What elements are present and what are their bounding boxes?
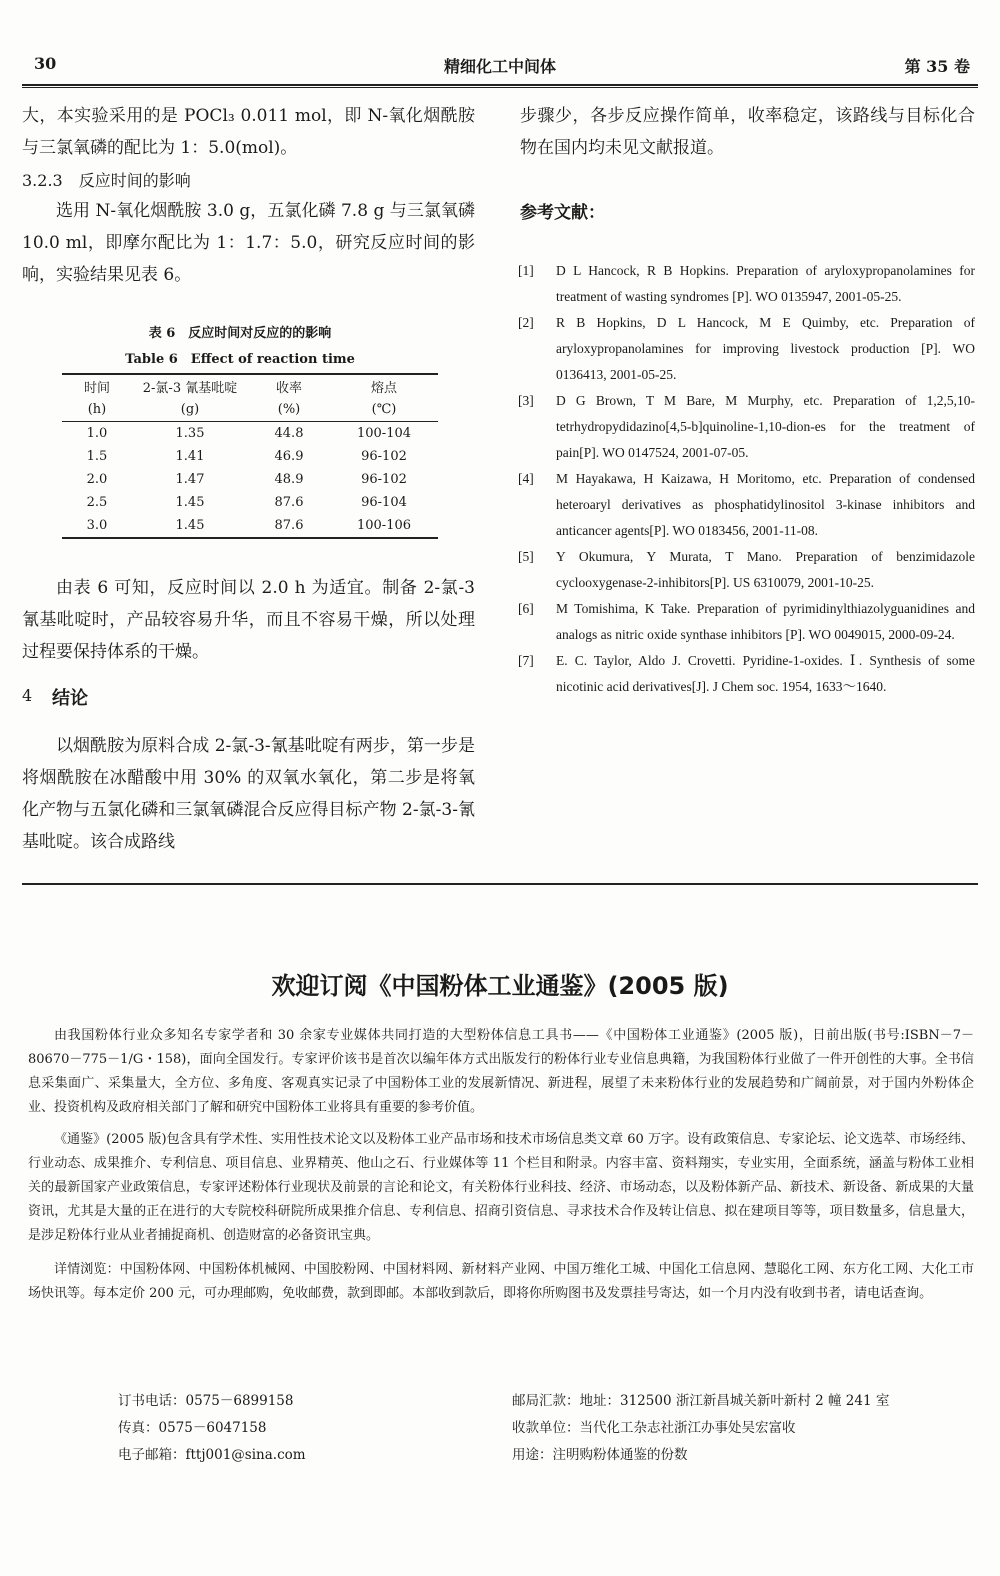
left-para-3: 由表 6 可知，反应时间以 2.0 h 为适宜。制备 2-氯-3 氰基吡啶时，产品较容易升华，而且不容易干燥，所以处理过程要保持体系的干燥。 — [22, 578, 475, 662]
cell-product: 1.47 — [175, 472, 205, 487]
header-rule-thin — [22, 87, 978, 88]
reference-item — [518, 388, 975, 466]
cell-yield: 46.9 — [274, 449, 304, 464]
left-para-1: 大，本实验采用的是 POCl₃ 0.011 mol，即 N-氧化烟酰胺与三氯氧磷的配比为 1：5.0(mol)。 — [22, 106, 475, 158]
table-header-row — [62, 374, 438, 398]
email-address: 电子邮箱：fttj001@sina.com — [118, 1447, 306, 1463]
th-mp: 熔点 — [330, 374, 438, 398]
cell-product: 1.45 — [132, 514, 248, 538]
cell-yield: 48.9 — [274, 472, 304, 487]
volume-label: 第 35 卷 — [904, 57, 970, 76]
cell-time: 1.0 — [86, 426, 108, 441]
table-row — [62, 445, 438, 468]
section-separator — [22, 883, 978, 885]
cell-product: 1.35 — [175, 426, 205, 441]
cell-mp: 96-102 — [361, 472, 407, 487]
ref-text: M Hayakawa, H Kaizawa, H Moritomo, etc. Preparation of condensed heteroaryl derivatives as phosphatidylinositol 3-kinase inhibitors and anticancer agents[P]. WO 0183456, 2001-11-08. — [556, 471, 975, 538]
cell-time: 3.0 — [62, 514, 132, 538]
reference-item — [518, 310, 975, 388]
cell-product: 1.45 — [175, 495, 205, 510]
header-rule — [22, 84, 978, 86]
ref-text: M Tomishima, K Take. Preparation of pyrimidinylthiazolyguanidines and analogs as nitric oxide synthase inhibitors [P]. WO 0049015, 2000-09-24. — [556, 601, 975, 642]
ref-number: [5] — [518, 549, 534, 564]
ref-number: [7] — [518, 653, 534, 668]
ref-number: [2] — [518, 315, 534, 330]
postal-remittance: 邮局汇款：地址：312500 浙江新昌城关新叶新村 2 幢 241 室 — [512, 1393, 890, 1409]
left-para-4: 以烟酰胺为原料合成 2-氯-3-氰基吡啶有两步，第一步是将烟酰胺在冰醋酸中用 30% 的双氧水氧化，第二步是将氧化产物与五氯化磷和三氯氧磷混合反应得目标产物 2-氯-3-氰基吡啶。该合成路线 — [22, 736, 475, 852]
reference-item — [518, 544, 975, 596]
order-phone: 订书电话：0575－6899158 — [118, 1393, 294, 1409]
ad-paragraph-3: 详情浏览：中国粉体网、中国粉体机械网、中国胶粉网、中国材料网、新材料产业网、中国万维化工城、中国化工信息网、慧聪化工网、东方化工网、大化工市场快讯等。每本定价 200 元，可办理邮购，免收邮费，款到即邮。本部收到款后，即将你所购图书及发票挂号寄达，如一个月内没有收到书者，请电话查询。 — [28, 1262, 974, 1301]
reference-item — [518, 466, 975, 544]
payment-purpose: 用途：注明购粉体通鉴的份数 — [512, 1447, 688, 1463]
th-time: 时间 — [62, 374, 132, 398]
cell-time: 2.5 — [86, 495, 108, 510]
table-row — [62, 514, 438, 538]
ref-text: E. C. Taylor, Aldo J. Crovetti. Pyridine-1-oxides. Ⅰ. Synthesis of some nicotinic acid derivatives[J]. J Chem soc. 1954, 1633～1640. — [556, 653, 975, 694]
reference-item — [518, 258, 975, 310]
table-caption-en: Table 6 Effect of reaction time — [125, 352, 355, 367]
contact-left — [118, 1388, 478, 1469]
ref-text: D L Hancock, R B Hopkins. Preparation of aryloxypropanolamines for treatment of wasting syndromes [P]. WO 0135947, 2001-05-25. — [556, 263, 975, 304]
fax-number: 传真：0575－6047158 — [118, 1420, 267, 1436]
section-4-title: 结论 — [52, 688, 88, 709]
ref-number: [3] — [518, 393, 534, 408]
cell-yield: 44.8 — [274, 426, 304, 441]
table-row — [62, 468, 438, 491]
cell-yield: 87.6 — [274, 495, 304, 510]
section-3-2-3-heading: 3.2.3 反应时间的影响 — [22, 171, 191, 190]
ref-text: Y Okumura, Y Murata, T Mano. Preparation of benzimidazole cyclooxygenase-2-inhibitors[P]. US 6310079, 2001-10-25. — [556, 549, 975, 590]
ad-paragraph-2: 《通鉴》(2005 版)包含具有学术性、实用性技术论文以及粉体工业产品市场和技术市场信息类文章 60 万字。设有政策信息、专家论坛、论文选萃、市场经纬、行业动态、成果推介、专利信息、项目信息、业界精英、他山之石、行业媒体等 11 个栏目和附录。内容丰富、资料翔实，专业实用，全面系统，涵盖与粉体工业相关的最新国家产业政策信息，专家评述粉体行业现状及前景的言论和论文，有关粉体行业科技、经济、市场动态，以及粉体新产品、新技术、新设备、新成果的大量资讯，尤其是大量的正在进行的大专院校科研院所成果推介信息、专利信息、招商引资信息、寻求技术合作及转让信息、拟在建项目等等，项目数量多，信息量大，是涉足粉体行业从业者捕捉商机、创造财富的必备资讯宝典。 — [28, 1132, 974, 1243]
th-yield: 收率 — [248, 374, 330, 398]
ref-text: D G Brown, T M Bare, M Murphy, etc. Preparation of 1,2,5,10-tetrhydropydidazino[4,5-b]quinoline-1,10-dion-es for the treatment of pain[P]. WO 0147524, 2001-07-05. — [556, 393, 975, 460]
ad-paragraph-1: 由我国粉体行业众多知名专家学者和 30 余家专业媒体共同打造的大型粉体信息工具书——《中国粉体工业通鉴》(2005 版)，日前出版(书号:ISBN－7－80670－775－1/G・158)，面向全国发行。专家评价该书是首次以编年体方式出版发行的粉体行业专业信息典籍，为我国粉体行业做了一件开创性的大事。全书信息采集面广、采集量大，全方位、多角度、客观真实记录了中国粉体工业的发展新情况、新进程，展望了未来粉体行业的发展趋势和广阔前景，对于国内外粉体企业、投资机构及政府相关部门了解和研究中国粉体工业将具有重要的参考价值。 — [28, 1028, 974, 1115]
th-product: 2-氯-3 氰基吡啶 — [132, 374, 248, 398]
reaction-time-table — [62, 373, 438, 539]
reference-item — [518, 596, 975, 648]
th-mp-unit: (℃) — [330, 398, 438, 422]
journal-title: 精细化工中间体 — [443, 57, 556, 76]
reference-item — [518, 648, 975, 700]
ref-number: [6] — [518, 601, 534, 616]
ad-title: 欢迎订阅《中国粉体工业通鉴》(2005 版) — [271, 972, 729, 1000]
table-unit-row — [62, 398, 438, 422]
table-caption-cn: 表 6 反应时间对反应的的影响 — [148, 326, 332, 341]
cell-mp: 100-104 — [356, 426, 412, 441]
references-heading: 参考文献： — [520, 203, 605, 223]
page-number: 30 — [34, 54, 57, 73]
ref-text: R B Hopkins, D L Hancock, M E Quimby, etc. Preparation of aryloxypropanolamines for improving livestock production [P]. WO 0136413, 2001-05-25. — [556, 315, 975, 382]
ref-number: [1] — [518, 263, 534, 278]
cell-time: 1.5 — [86, 449, 108, 464]
th-yield-unit: (%) — [248, 398, 330, 422]
cell-mp: 96-102 — [361, 449, 407, 464]
contact-right — [512, 1388, 972, 1469]
right-para-cont: 步骤少，各步反应操作简单，收率稳定，该路线与目标化合物在国内均未见文献报道。 — [520, 106, 975, 158]
cell-mp: 96-104 — [361, 495, 407, 510]
th-product-unit: (g) — [132, 398, 248, 422]
reference-list — [518, 258, 975, 700]
table-row — [62, 491, 438, 514]
cell-time: 2.0 — [86, 472, 108, 487]
payee: 收款单位：当代化工杂志社浙江办事处吴宏富收 — [512, 1420, 796, 1436]
ref-number: [4] — [518, 471, 534, 486]
th-time-unit: (h) — [62, 398, 132, 422]
cell-yield: 87.6 — [248, 514, 330, 538]
section-4-number: 4 — [22, 686, 33, 705]
cell-product: 1.41 — [175, 449, 205, 464]
cell-mp: 100-106 — [330, 514, 438, 538]
table-row — [62, 422, 438, 446]
left-para-2: 选用 N-氧化烟酰胺 3.0 g，五氯化磷 7.8 g 与三氯氧磷 10.0 ml，即摩尔配比为 1：1.7：5.0，研究反应时间的影响，实验结果见表 6。 — [22, 201, 475, 285]
